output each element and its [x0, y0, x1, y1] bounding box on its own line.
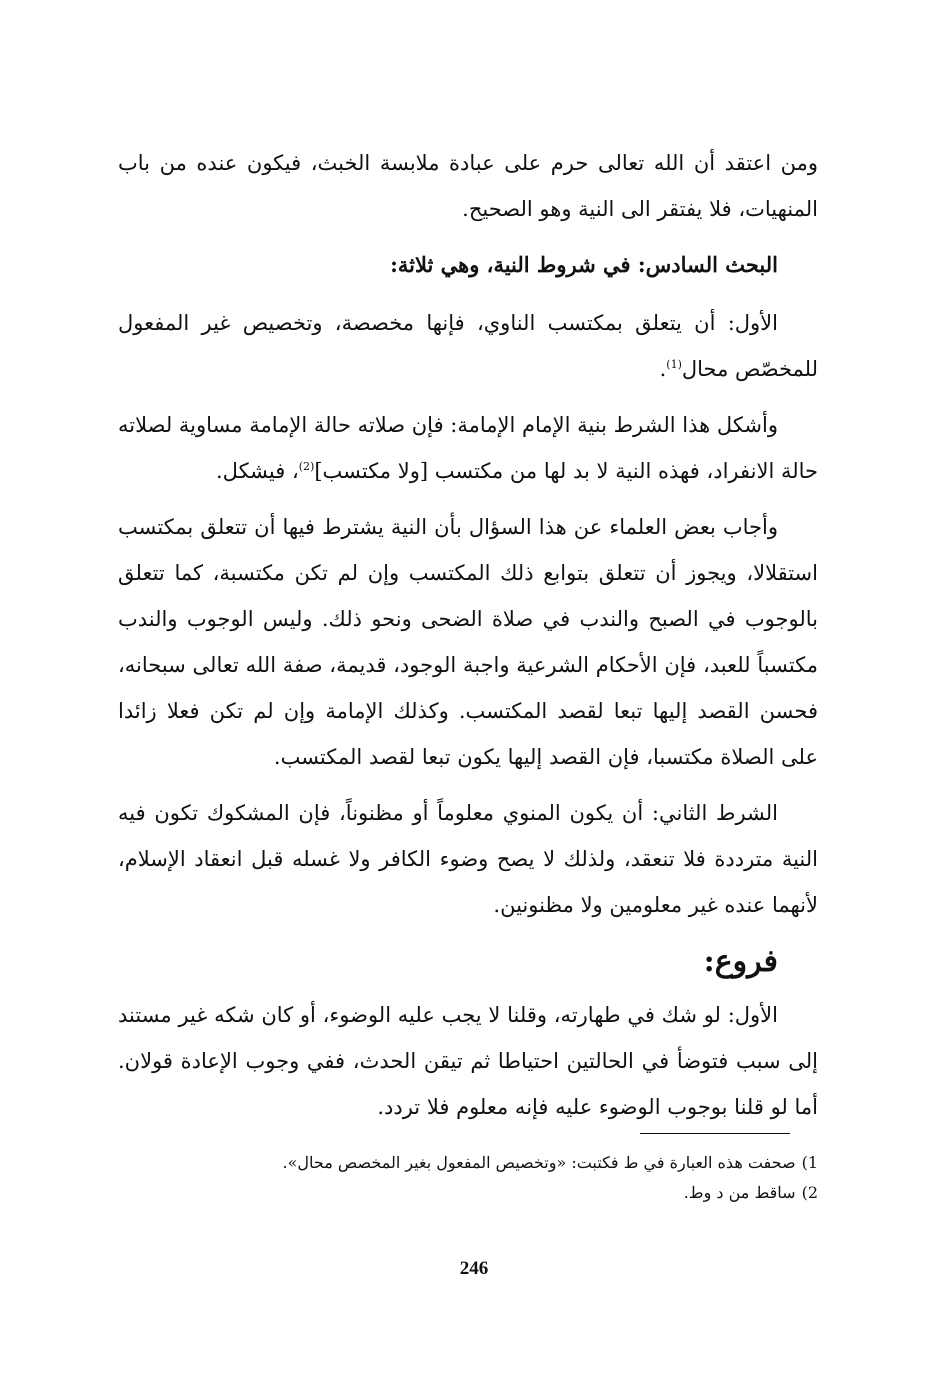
section-heading [118, 242, 818, 288]
footnote-2-number: 2) [801, 1183, 818, 1202]
footnote-1 [118, 1148, 818, 1178]
footnote-2 [118, 1178, 818, 1208]
paragraph-2-text: الأول: أن يتعلق بمكتسب الناوي، فإنها مخصصة، وتخصيص غير المفعول للمخصّص محال [118, 311, 818, 381]
section-heading-text: البحث السادس: في شروط النية، وهي ثلاثة: [390, 252, 778, 277]
footnotes [118, 1148, 818, 1208]
footnote-ref-1: (1) [666, 358, 682, 371]
paragraph-2 [118, 300, 818, 392]
paragraph-3 [118, 402, 818, 494]
paragraph-5: الشرط الثاني: أن يكون المنوي معلوماً أو مظنوناً، فإن المشكوك تكون فيه النية مترددة فلا تنعقد، ولذلك لا يصح وضوء الكافر ولا غسله قبل انعقاد الإسلام، لأنهما عنده غير معلومين ولا مظنونين. [118, 801, 818, 917]
footnote-1-number: 1) [801, 1153, 818, 1172]
paragraph-3-text: وأشكل هذا الشرط بنية الإمام الإمامة: فإن صلاته حالة الإمامة مساوية لصلاته حالة الانفراد، فهذه النية لا بد لها من مكتسب [ولا مكتسب] [118, 413, 818, 483]
footnote-1-text: صحفت هذه العبارة في ط فكتبت: «وتخصيص المفعول بغير المخصص محال». [282, 1153, 796, 1172]
paragraph-4: وأجاب بعض العلماء عن هذا السؤال بأن النية يشترط فيها أن تتعلق بمكتسب استقلالا، ويجوز أن تتعلق بتوابع ذلك المكتسب وإن لم تكن مكتسبة، كما تتعلق بالوجوب في الصبح والندب في صلاة الضحى ونحو ذلك. وليس الوجوب والندب مكتسباً للعبد، فإن الأحكام الشرعية واجبة الوجود، قديمة، صفة الله تعالى سبحانه، فحسن القصد إليها تبعا لقصد المكتسب. وكذلك الإمامة وإن لم تكن فعلا زائدا على الصلاة مكتسبا، فإن القصد إليها يكون تبعا لقصد المكتسب. [118, 515, 818, 769]
furu-heading: فروع: [703, 944, 778, 979]
paragraph-6: الأول: لو شك في طهارته، وقلنا لا يجب عليه الوضوء، أو كان شكه غير مستند إلى سبب فتوضأ في الحالتين احتياطا ثم تيقن الحدث، ففي وجوب الإعادة قولان. أما لو قلنا بوجوب الوضوء عليه فإنه معلوم فلا تردد. [118, 1003, 818, 1119]
page-body [118, 140, 818, 1140]
footnote-ref-2: (2) [298, 460, 315, 473]
page-number: 246 [459, 1258, 489, 1279]
paragraph-2-end: . [659, 357, 667, 381]
paragraph-3-end: ، فيشكل. [215, 459, 299, 483]
paragraph-1: ومن اعتقد أن الله تعالى حرم على عبادة ملابسة الخبث، فيكون عنده من باب المنهيات، فلا يفتقر الى النية وهو الصحيح. [118, 151, 818, 221]
footnote-divider [640, 1133, 790, 1134]
footnote-2-text: ساقط من د وط. [683, 1183, 796, 1202]
